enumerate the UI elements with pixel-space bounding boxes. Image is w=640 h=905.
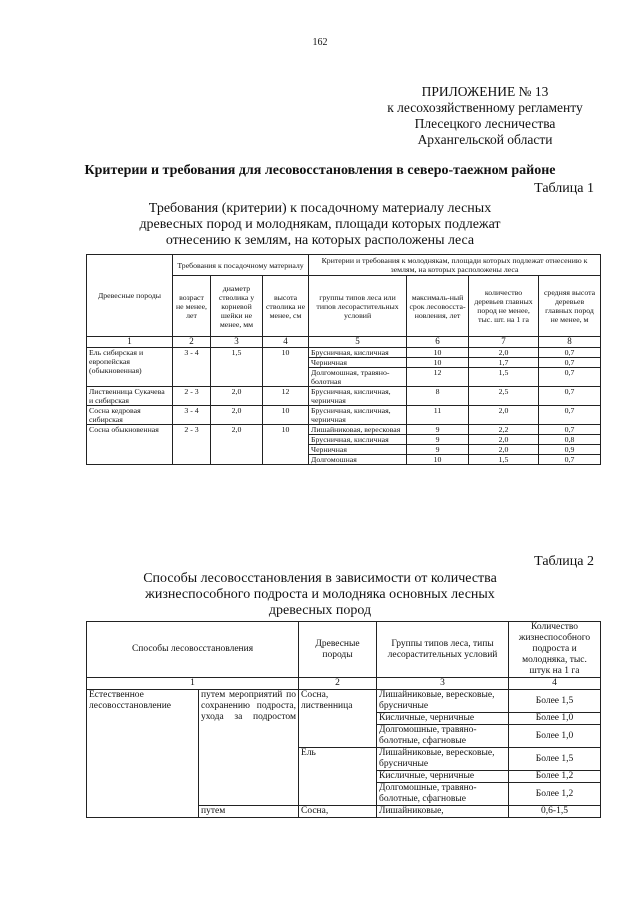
forest-type-cell: Долгомошные, травяно-болотные, сфагновые <box>377 725 509 748</box>
count-cell: 2,5 <box>469 387 539 406</box>
method-sub-cell: путем <box>199 806 299 818</box>
avg-height-cell: 0,9 <box>539 445 601 455</box>
forest-type-cell: Долгомошная <box>309 455 407 465</box>
count-cell: 0,6-1,5 <box>509 806 601 818</box>
species-cell: Сосна кедровая сибирская <box>87 406 173 425</box>
header-forest-types: группы типов леса или типов лесорастительных условий <box>309 276 407 337</box>
diameter-cell: 2,0 <box>211 406 263 425</box>
header-methods: Способы лесовосстановления <box>87 622 299 678</box>
forest-type-cell: Лишайниковые, вересковые, брусничные <box>377 748 509 771</box>
term-cell: 10 <box>407 455 469 465</box>
species-cell: Лиственница Сукачева и сибирская <box>87 387 173 406</box>
height-cell: 10 <box>263 406 309 425</box>
term-cell: 10 <box>407 358 469 368</box>
method-natural-cell: Естественное лесовосстановление <box>87 690 199 818</box>
count-cell: 2,0 <box>469 435 539 445</box>
caption-line: отнесению к землям, на которых расположены леса <box>165 233 475 248</box>
height-cell: 10 <box>263 348 309 387</box>
age-cell: 3 - 4 <box>173 406 211 425</box>
avg-height-cell: 0,7 <box>539 406 601 425</box>
appendix-heading <box>360 84 610 148</box>
header-avg-height: средняя высота деревьев главных пород не менее, м <box>539 276 601 337</box>
header-diameter: диаметр стволика у корневой шейки не менее, мм <box>211 276 263 337</box>
header-forest-types: Группы типов леса, типы лесорастительных условий <box>377 622 509 678</box>
column-number: 8 <box>539 337 601 348</box>
forest-type-cell: Лишайниковые, вересковые, брусничные <box>377 690 509 713</box>
species-cell: Ель сибирская и европейская (обыкновенная) <box>87 348 173 387</box>
appendix-line: Архангельской области <box>417 132 553 147</box>
term-cell: 12 <box>407 368 469 387</box>
count-cell: Более 1,5 <box>509 690 601 713</box>
height-cell: 10 <box>263 425 309 465</box>
term-cell: 9 <box>407 435 469 445</box>
count-cell: 2,0 <box>469 445 539 455</box>
section-title: Критерии и требования для лесовосстановления в северо-таежном районе <box>84 163 556 178</box>
column-number: 1 <box>87 678 299 690</box>
age-cell: 2 - 3 <box>173 425 211 465</box>
caption-line: Требования (критерии) к посадочному материалу лесных <box>148 201 492 216</box>
count-cell: 1,7 <box>469 358 539 368</box>
column-number: 4 <box>509 678 601 690</box>
column-number: 2 <box>299 678 377 690</box>
avg-height-cell: 0,7 <box>539 455 601 465</box>
count-cell: 1,5 <box>469 368 539 387</box>
avg-height-cell: 0,7 <box>539 358 601 368</box>
table1-header-row <box>87 255 601 276</box>
caption-line: Способы лесовосстановления в зависимости от количества <box>143 571 497 586</box>
column-number-row <box>87 678 601 690</box>
height-cell: 12 <box>263 387 309 406</box>
avg-height-cell: 0,7 <box>539 348 601 358</box>
forest-type-cell: Брусничная, кисличная <box>309 348 407 358</box>
avg-height-cell: 0,7 <box>539 368 601 387</box>
forest-type-cell: Брусничная, кисличная, черничная <box>309 387 407 406</box>
header-age: возраст не менее, лет <box>173 276 211 337</box>
species-cell: Ель <box>299 748 377 806</box>
forest-type-cell: Кисличные, черничные <box>377 771 509 783</box>
count-cell: Более 1,2 <box>509 783 601 806</box>
count-cell: 1,5 <box>469 455 539 465</box>
caption-line: жизнеспособного подроста и молодняка основных лесных <box>145 587 495 602</box>
forest-type-cell: Черничная <box>309 445 407 455</box>
count-cell: 2,0 <box>469 406 539 425</box>
caption-line: древесных пород и молоднякам, площади которых подлежат <box>139 217 501 232</box>
count-cell: 2,0 <box>469 348 539 358</box>
count-cell: Более 1,2 <box>509 771 601 783</box>
avg-height-cell: 0,8 <box>539 435 601 445</box>
header-species: Древесные породы <box>87 255 173 337</box>
forest-type-cell: Черничная <box>309 358 407 368</box>
header-planting-material: Требования к посадочному материалу <box>173 255 309 276</box>
term-cell: 8 <box>407 387 469 406</box>
appendix-number: ПРИЛОЖЕНИЕ № 13 <box>421 84 549 99</box>
appendix-line: к лесохозяйственному регламенту <box>387 100 583 115</box>
column-number-row <box>87 337 601 348</box>
species-cell: Сосна, лиственница <box>299 690 377 748</box>
column-number: 5 <box>309 337 407 348</box>
count-cell: Более 1,5 <box>509 748 601 771</box>
header-max-term: максималь-ный срок лесовосста-новления, лет <box>407 276 469 337</box>
column-number: 7 <box>469 337 539 348</box>
column-number: 3 <box>377 678 509 690</box>
table1-caption <box>120 201 520 249</box>
table2-label: Таблица 2 <box>534 554 594 569</box>
column-number: 3 <box>211 337 263 348</box>
method-sub-cell: путем мероприятий по сохранению подроста, ухода за подростом <box>199 690 299 806</box>
species-cell: Сосна обыкновенная <box>87 425 173 465</box>
table-row <box>87 348 601 358</box>
table-row <box>87 425 601 435</box>
table1-label: Таблица 1 <box>534 181 594 196</box>
age-cell: 2 - 3 <box>173 387 211 406</box>
age-cell: 3 - 4 <box>173 348 211 387</box>
table2 <box>86 621 601 818</box>
forest-type-cell: Долгомошные, травяно-болотные, сфагновые <box>377 783 509 806</box>
count-cell: Более 1,0 <box>509 713 601 725</box>
diameter-cell: 2,0 <box>211 425 263 465</box>
forest-type-cell: Лишайниковая, вересковая <box>309 425 407 435</box>
table2-caption <box>120 571 520 619</box>
species-cell: Сосна, <box>299 806 377 818</box>
column-number: 1 <box>87 337 173 348</box>
table-row <box>87 406 601 425</box>
table-row <box>87 387 601 406</box>
forest-type-cell: Брусничная, кисличная, черничная <box>309 406 407 425</box>
diameter-cell: 2,0 <box>211 387 263 406</box>
term-cell: 11 <box>407 406 469 425</box>
column-number: 2 <box>173 337 211 348</box>
table1 <box>86 254 601 465</box>
caption-line: древесных пород <box>268 603 372 618</box>
count-cell: Более 1,0 <box>509 725 601 748</box>
page-number: 162 <box>312 37 328 48</box>
term-cell: 9 <box>407 445 469 455</box>
forest-type-cell: Долгомошная, травяно-болотная <box>309 368 407 387</box>
term-cell: 9 <box>407 425 469 435</box>
avg-height-cell: 0,7 <box>539 425 601 435</box>
header-young-stands: Критерии и требования к молоднякам, площади которых подлежат отнесению к землям, на которых расположены леса <box>309 255 601 276</box>
column-number: 6 <box>407 337 469 348</box>
forest-type-cell: Лишайниковые, <box>377 806 509 818</box>
column-number: 4 <box>263 337 309 348</box>
term-cell: 10 <box>407 348 469 358</box>
forest-type-cell: Кисличные, черничные <box>377 713 509 725</box>
header-tree-count: количество деревьев главных пород не менее, тыс. шт. на 1 га <box>469 276 539 337</box>
forest-type-cell: Брусничная, кисличная <box>309 435 407 445</box>
count-cell: 2,2 <box>469 425 539 435</box>
header-undergrowth-count: Количество жизнеспособного подроста и молодняка, тыс. штук на 1 га <box>509 622 601 678</box>
diameter-cell: 1,5 <box>211 348 263 387</box>
avg-height-cell: 0,7 <box>539 387 601 406</box>
header-species: Древесные породы <box>299 622 377 678</box>
appendix-line: Плесецкого лесничества <box>414 116 556 131</box>
table-row <box>87 690 601 713</box>
header-height: высота стволика не менее, см <box>263 276 309 337</box>
table2-header-row <box>87 622 601 678</box>
